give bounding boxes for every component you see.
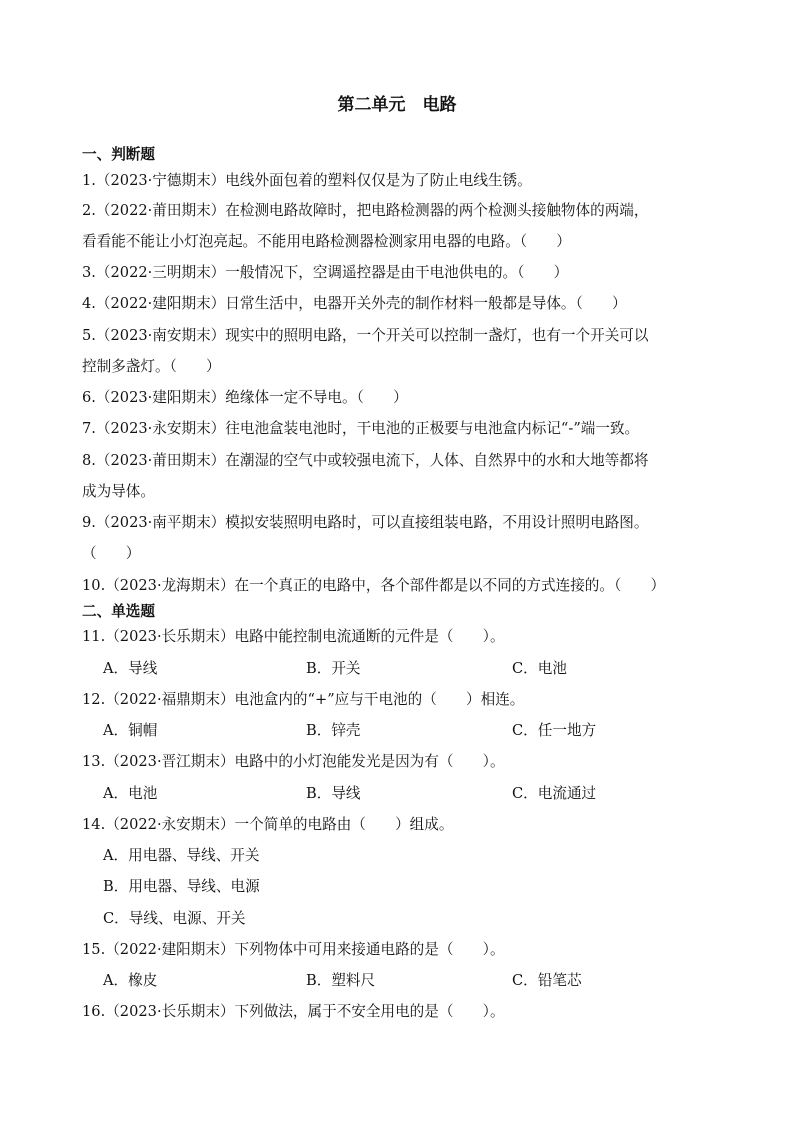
question-13: 13.（2023·晋江期末）电路中的小灯泡能发光是因为有（ ）。 [82, 753, 505, 770]
question-6: 6.（2023·建阳期末）绝缘体一定不导电。（ ） [82, 389, 408, 406]
question-1: 1.（2023·宁德期末）电线外面包着的塑料仅仅是为了防止电线生锈。 [82, 172, 532, 189]
question-15: 15.（2022·建阳期末）下列物体中可用来接通电路的是（ ）。 [82, 941, 505, 958]
q12-option-b: B．锌壳 [306, 722, 361, 739]
q15-option-a: A．橡皮 [103, 972, 158, 989]
section-heading-single: 二、单选题 [82, 603, 155, 620]
question-2: 2.（2022·莆田期末）在检测电路故障时，把电路检测器的两个检测头接触物体的两端， [82, 202, 649, 219]
question-8-continued: 成为导体。 [82, 483, 155, 500]
question-5: 5.（2023·南安期末）现实中的照明电路，一个开关可以控制一盏灯，也有一个开关可以 [82, 327, 649, 344]
question-2-continued: 看看能不能让小灯泡亮起。不能用电路检测器检测家用电器的电路。（ ） [82, 233, 571, 250]
question-9: 9.（2023·南平期末）模拟安装照明电路时，可以直接组装电路，不用设计照明电路图。 [82, 514, 649, 531]
question-5-continued: 控制多盏灯。（ ） [82, 358, 221, 375]
q14-option-c: C．导线、电源、开关 [103, 910, 246, 927]
question-3: 3.（2022·三明期末）一般情况下，空调遥控器是由干电池供电的。（ ） [82, 264, 569, 281]
question-10: 10.（2023·龙海期末）在一个真正的电路中，各个部件都是以不同的方式连接的。（ ） [82, 577, 666, 594]
q11-option-a: A．导线 [103, 660, 158, 677]
q12-option-a: A．铜帽 [103, 722, 158, 739]
question-9-continued: （ ） [82, 545, 141, 562]
page-title: 第二单元 电路 [337, 95, 457, 115]
section-heading-judge: 一、判断题 [82, 146, 155, 163]
question-14: 14.（2022·永安期末）一个简单的电路由（ ）组成。 [82, 816, 454, 833]
q13-option-b: B．导线 [306, 785, 361, 802]
question-16: 16.（2023·长乐期末）下列做法，属于不安全用电的是（ ）。 [82, 1003, 505, 1020]
question-4: 4.（2022·建阳期末）日常生活中，电器开关外壳的制作材料一般都是导体。（ ） [82, 295, 627, 312]
q15-option-b: B．塑料尺 [306, 972, 376, 989]
q13-option-c: C．电流通过 [512, 785, 597, 802]
question-12: 12.（2022·福鼎期末）电池盒内的“+”应与干电池的（ ）相连。 [82, 691, 525, 708]
question-11: 11.（2023·长乐期末）电路中能控制电流通断的元件是（ ）。 [82, 628, 505, 645]
q11-option-b: B．开关 [306, 660, 361, 677]
q13-option-a: A．电池 [103, 785, 158, 802]
q12-option-c: C．任一地方 [512, 722, 597, 739]
q14-option-b: B．用电器、导线、电源 [103, 878, 260, 895]
question-8: 8.（2023·莆田期末）在潮湿的空气中或较强电流下，人体、自然界中的水和大地等都将 [82, 452, 649, 469]
q14-option-a: A．用电器、导线、开关 [103, 847, 260, 864]
q11-option-c: C．电池 [512, 660, 567, 677]
question-7: 7.（2023·永安期末）往电池盒装电池时，干电池的正极要与电池盒内标记“-”端一致。 [82, 420, 640, 437]
q15-option-c: C．铅笔芯 [512, 972, 582, 989]
